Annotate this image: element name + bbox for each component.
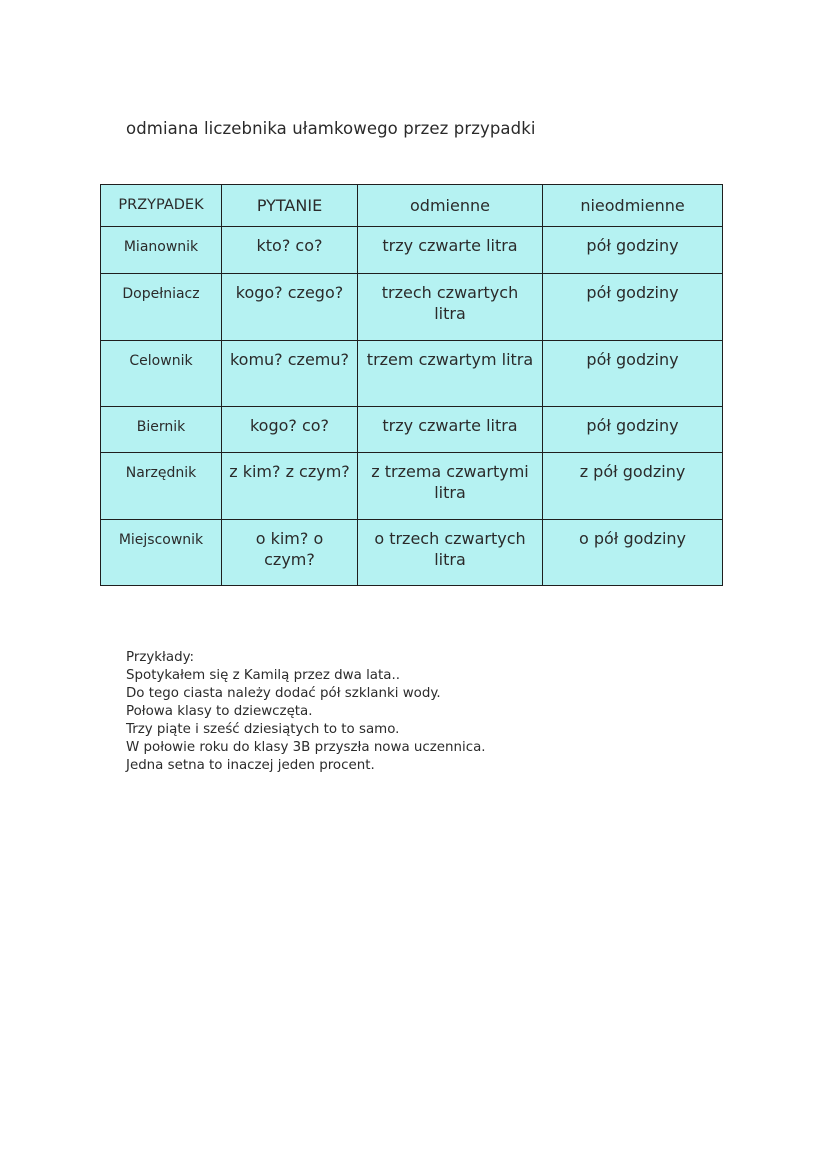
examples-section <box>126 649 486 775</box>
declinable-cell: trzy czwarte litra <box>358 227 543 274</box>
question-cell: kogo? co? <box>222 407 358 453</box>
question-cell: o kim? o czym? <box>222 520 358 586</box>
header-question: PYTANIE <box>222 185 358 227</box>
declinable-cell: trzem czwartym litra <box>358 341 543 407</box>
declinable-cell: trzy czwarte litra <box>358 407 543 453</box>
page-title: odmiana liczebnika ułamkowego przez przypadki <box>126 119 536 138</box>
case-name-cell: Mianownik <box>101 227 222 274</box>
declinable-cell: z trzema czwartymi litra <box>358 453 543 520</box>
case-name-cell: Biernik <box>101 407 222 453</box>
case-name-cell: Narzędnik <box>101 453 222 520</box>
declension-table <box>100 184 723 586</box>
table-row <box>101 341 723 407</box>
case-name-cell: Dopełniacz <box>101 274 222 341</box>
indeclinable-cell: pół godziny <box>543 274 723 341</box>
table-row <box>101 227 723 274</box>
declension-table-container <box>100 184 723 586</box>
question-cell: komu? czemu? <box>222 341 358 407</box>
example-line: Jedna setna to inaczej jeden procent. <box>126 758 375 773</box>
example-line: Spotykałem się z Kamilą przez dwa lata.. <box>126 668 400 683</box>
indeclinable-cell: pół godziny <box>543 341 723 407</box>
table-row <box>101 407 723 453</box>
declinable-cell: trzech czwartych litra <box>358 274 543 341</box>
example-line: Trzy piąte i sześć dziesiątych to to samo. <box>126 722 400 737</box>
table-row <box>101 520 723 586</box>
header-indeclinable: nieodmienne <box>543 185 723 227</box>
case-name-cell: Celownik <box>101 341 222 407</box>
indeclinable-cell: pół godziny <box>543 227 723 274</box>
indeclinable-cell: pół godziny <box>543 407 723 453</box>
table-row <box>101 274 723 341</box>
declinable-cell: o trzech czwartych litra <box>358 520 543 586</box>
table-header-row <box>101 185 723 227</box>
question-cell: z kim? z czym? <box>222 453 358 520</box>
example-line: W połowie roku do klasy 3B przyszła nowa uczennica. <box>126 740 486 755</box>
table-row <box>101 453 723 520</box>
header-case: PRZYPADEK <box>101 185 222 227</box>
header-declinable: odmienne <box>358 185 543 227</box>
example-line: Do tego ciasta należy dodać pół szklanki wody. <box>126 686 441 701</box>
case-name-cell: Miejscownik <box>101 520 222 586</box>
question-cell: kogo? czego? <box>222 274 358 341</box>
indeclinable-cell: z pół godziny <box>543 453 723 520</box>
examples-heading: Przykłady: <box>126 650 195 665</box>
example-line: Połowa klasy to dziewczęta. <box>126 704 313 719</box>
indeclinable-cell: o pół godziny <box>543 520 723 586</box>
question-cell: kto? co? <box>222 227 358 274</box>
